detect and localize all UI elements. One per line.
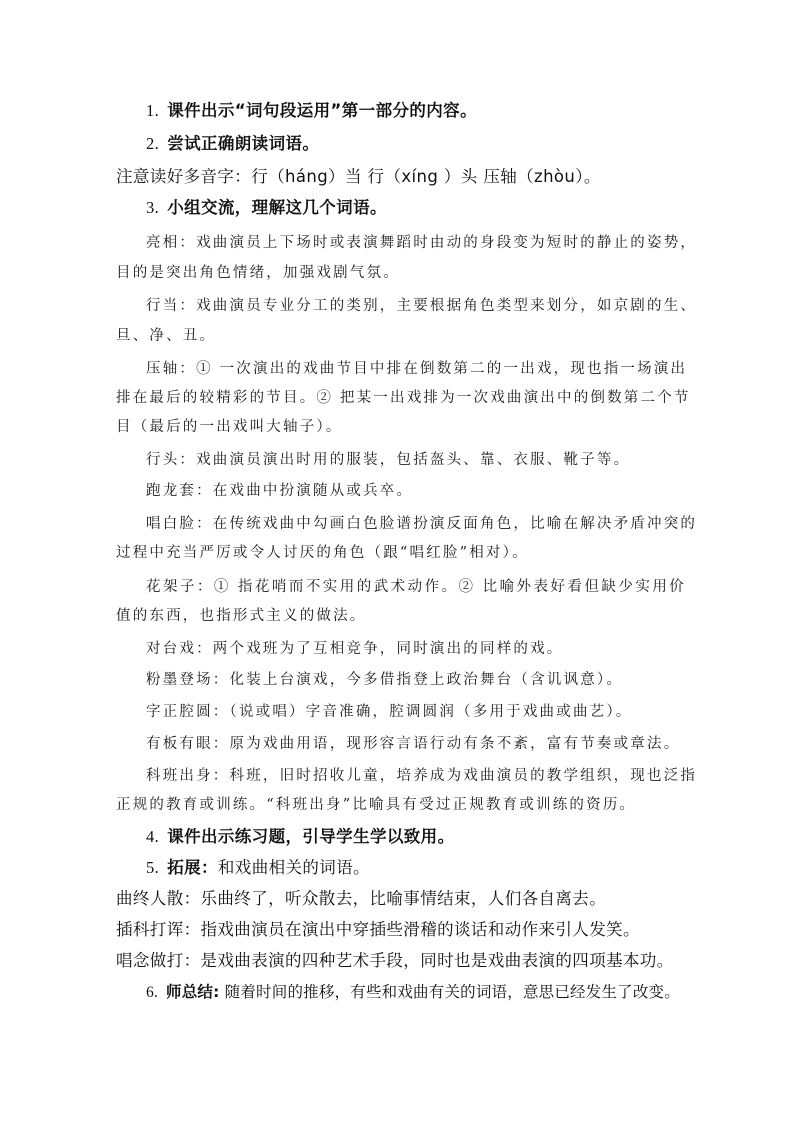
step-text: 和戏曲相关的词语。 <box>217 858 370 877</box>
step-heading: 尝试正确朗读词语。 <box>167 134 320 153</box>
step-heading: 拓展： <box>167 858 218 877</box>
idiom-line: 唱念做打：是戏曲表演的四种艺术手段，同时也是戏曲表演的四项基本功。 <box>116 951 674 970</box>
definition-line: 字正腔圆：（说或唱）字音准确，腔调圆润（多用于戏曲或曲艺）。 <box>146 704 633 720</box>
definition-line: 亮相：戏曲演员上下场时或表演舞蹈时由动的身段变为短时的静止的姿势， <box>146 235 698 251</box>
step-number: 5. <box>146 858 160 877</box>
definition-line: 压轴：① 一次演出的戏曲节目中排在倒数第二的一出戏，现也指一场演出 <box>146 361 688 377</box>
definition-line: 过程中充当严厉或令人讨厌的角色（跟“唱红脸”相对）。 <box>116 545 529 561</box>
definition-line: 唱白脸：在传统戏曲中勾画白色脸谱扮演反面角色，比喻在解决矛盾冲突的 <box>146 516 698 532</box>
definition-line: 对台戏：两个戏班为了互相竞争，同时演出的同样的戏。 <box>146 641 564 657</box>
definition-line: 跑龙套：在戏曲中扮演随从或兵卒。 <box>146 483 414 499</box>
definition-line: 正规的教育或训练。“科班出身”比喻具有受过正规教育或训练的资历。 <box>116 797 637 813</box>
step-heading: 课件出示“词句段运用”第一部分的内容。 <box>167 101 477 120</box>
definition-line: 旦、净、丑。 <box>116 328 217 344</box>
step-4 <box>146 826 686 848</box>
step-number: 3. <box>146 198 160 217</box>
definition-line: 行当：戏曲演员专业分工的类别，主要根据角色类型来划分，如京剧的生、 <box>146 298 698 314</box>
step-heading: 师总结: <box>166 983 220 1001</box>
step-heading: 课件出示练习题，引导学生学以致用。 <box>167 827 455 846</box>
definition-line: 花架子：① 指花哨而不实用的武术动作。② 比喻外表好看但缺少实用价 <box>146 579 686 595</box>
definition-line: 值的东西，也指形式主义的做法。 <box>116 608 367 624</box>
step-heading: 小组交流，理解这几个词语。 <box>167 198 387 217</box>
step-3 <box>146 197 686 219</box>
step-text: 随着时间的推移，有些和戏曲有关的词语，意思已经发生了改变。 <box>219 983 680 1001</box>
step-number: 1. <box>146 101 160 120</box>
idiom-line: 曲终人散：乐曲终了，听众散去，比喻事情结束，人们各自离去。 <box>116 889 607 908</box>
definition-line: 粉墨登场：化装上台演戏，今多借指登上政治舞台（含讥讽意）。 <box>146 672 624 688</box>
idiom-line: 插科打诨：指戏曲演员在演出中穿插些滑稽的谈话和动作来引人发笑。 <box>116 920 640 939</box>
definition-line: 目（最后的一出戏叫大轴子）。 <box>116 419 343 435</box>
step-number: 4. <box>146 827 160 846</box>
definition-line: 排在最后的较精彩的节目。② 把某一出戏排为一次戏曲演出中的倒数第二个节 <box>116 390 691 406</box>
definition-line: 科班出身：科班，旧时招收儿童，培养成为戏曲演员的教学组织，现也泛指 <box>146 768 698 784</box>
definition-line: 行头：戏曲演员演出时用的服装，包括盔头、靠、衣服、靴子等。 <box>146 452 631 468</box>
definition-line: 目的是突出角色情绪，加强戏剧气氛。 <box>116 265 400 281</box>
pronunciation-note: 注意读好多音字：行（háng）当 行（xíng ）头 压轴（zhòu）。 <box>116 167 601 186</box>
step-5 <box>146 857 686 879</box>
step-number: 6. <box>146 984 159 1001</box>
step-6 <box>146 981 686 1004</box>
definition-line: 有板有眼：原为戏曲用语，现形容言语行动有条不紊，富有节奏或章法。 <box>146 736 681 752</box>
step-1 <box>146 100 686 122</box>
step-number: 2. <box>146 134 160 153</box>
step-2 <box>146 133 686 155</box>
